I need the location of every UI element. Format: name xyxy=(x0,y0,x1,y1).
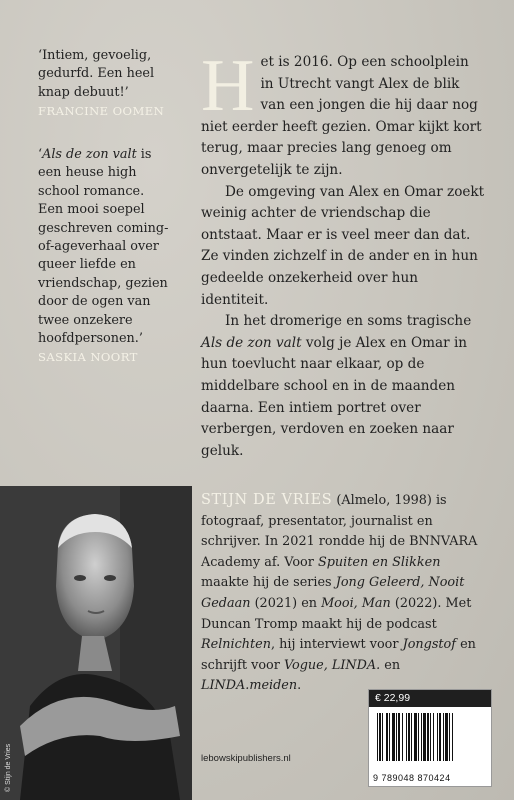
bio-text: , hij interviewt voor xyxy=(271,637,403,653)
bio-text: en xyxy=(380,657,401,673)
bio-text: (2022). Met Duncan Tromp maakt hij de podcast xyxy=(201,595,472,632)
bio-title: Relnichten xyxy=(201,637,272,653)
barcode-box xyxy=(368,689,492,787)
blurb-text: et is 2016. Op een schoolplein in Utrecht vangt Alex de blik van een jongen die hij daar nog niet eerder heeft gezien. Omar kijkt kort terug, maar precies lang genoeg om onvergetelijk te zijn. xyxy=(201,54,482,178)
blurb xyxy=(201,45,486,462)
quote-noort xyxy=(38,146,173,367)
quote-text: is een heuse high school romance. Een mooi soepel geschreven coming-of-ageverhaal over queer liefde en vriendschap, gezien door de ogen van twee onzekere hoofdpersonen.’ xyxy=(38,147,169,347)
bio-text: en schrijft voor xyxy=(201,637,476,673)
blurb-text: In het dromerige en soms tragische xyxy=(225,313,472,330)
bio-title: Mooi, Man xyxy=(321,595,391,611)
isbn-number: 9 789048 870424 xyxy=(373,773,451,783)
blurb-text: volg je Alex en Omar in hun toevlucht naar elkaar, op de middelbare school en in de maanden daarna. Een intiem portret over verbergen, verdoven en zoeken naar geluk. xyxy=(201,334,468,459)
bio-title: LINDA.meiden xyxy=(201,678,298,694)
blurb-paragraph-3 xyxy=(201,311,486,462)
blurb-paragraph-2: De omgeving van Alex en Omar zoekt weinig achter de vriendschap die ontstaat. Maar er is veel meer dan dat. Ze vinden zichzelf in de ander en in hun gedeelde onzekerheid over hun identiteit. xyxy=(201,183,485,308)
bio-text: maakte hij de series xyxy=(201,575,336,591)
quote-source: SASKIA NOORT xyxy=(38,350,138,365)
bio-title: Spuiten en Slikken xyxy=(317,554,441,570)
quote-open-mark: ‘ xyxy=(38,147,43,162)
photo-credit: © Stijn de Vries xyxy=(5,743,12,792)
publisher-website: lebowskipublishers.nl xyxy=(201,753,291,764)
author-bio xyxy=(201,490,491,697)
quote-oomen xyxy=(38,47,173,121)
bio-text: (2021) en xyxy=(250,595,322,611)
author-photo xyxy=(0,486,192,800)
bio-text: (Almelo, 1998) is fotograaf, presentator, journalist en schrijver. In 2021 rondde hij de BNNVARA Academy af. Voor xyxy=(201,493,478,570)
bio-title: Vogue, LINDA. xyxy=(283,657,381,673)
blurb-book-title: Als de zon valt xyxy=(201,334,302,351)
barcode-icon xyxy=(377,713,483,761)
price-label: € 22,99 xyxy=(369,690,491,707)
bio-title: Jong Geleerd, Nooit Gedaan xyxy=(201,575,465,611)
quote-book-title: Als de zon valt xyxy=(42,147,137,162)
author-portrait-illustration xyxy=(0,486,192,800)
bio-text: . xyxy=(297,678,302,694)
drop-cap: H xyxy=(201,45,255,127)
author-name: STIJN DE VRIES xyxy=(201,492,333,508)
quote-text: ‘Intiem, gevoelig, gedurfd. Een heel knap debuut!’ xyxy=(38,48,155,100)
quote-source: FRANCINE OOMEN xyxy=(38,104,165,119)
bio-title: Jongstof xyxy=(402,637,456,653)
blurb-paragraph-1 xyxy=(201,45,486,182)
